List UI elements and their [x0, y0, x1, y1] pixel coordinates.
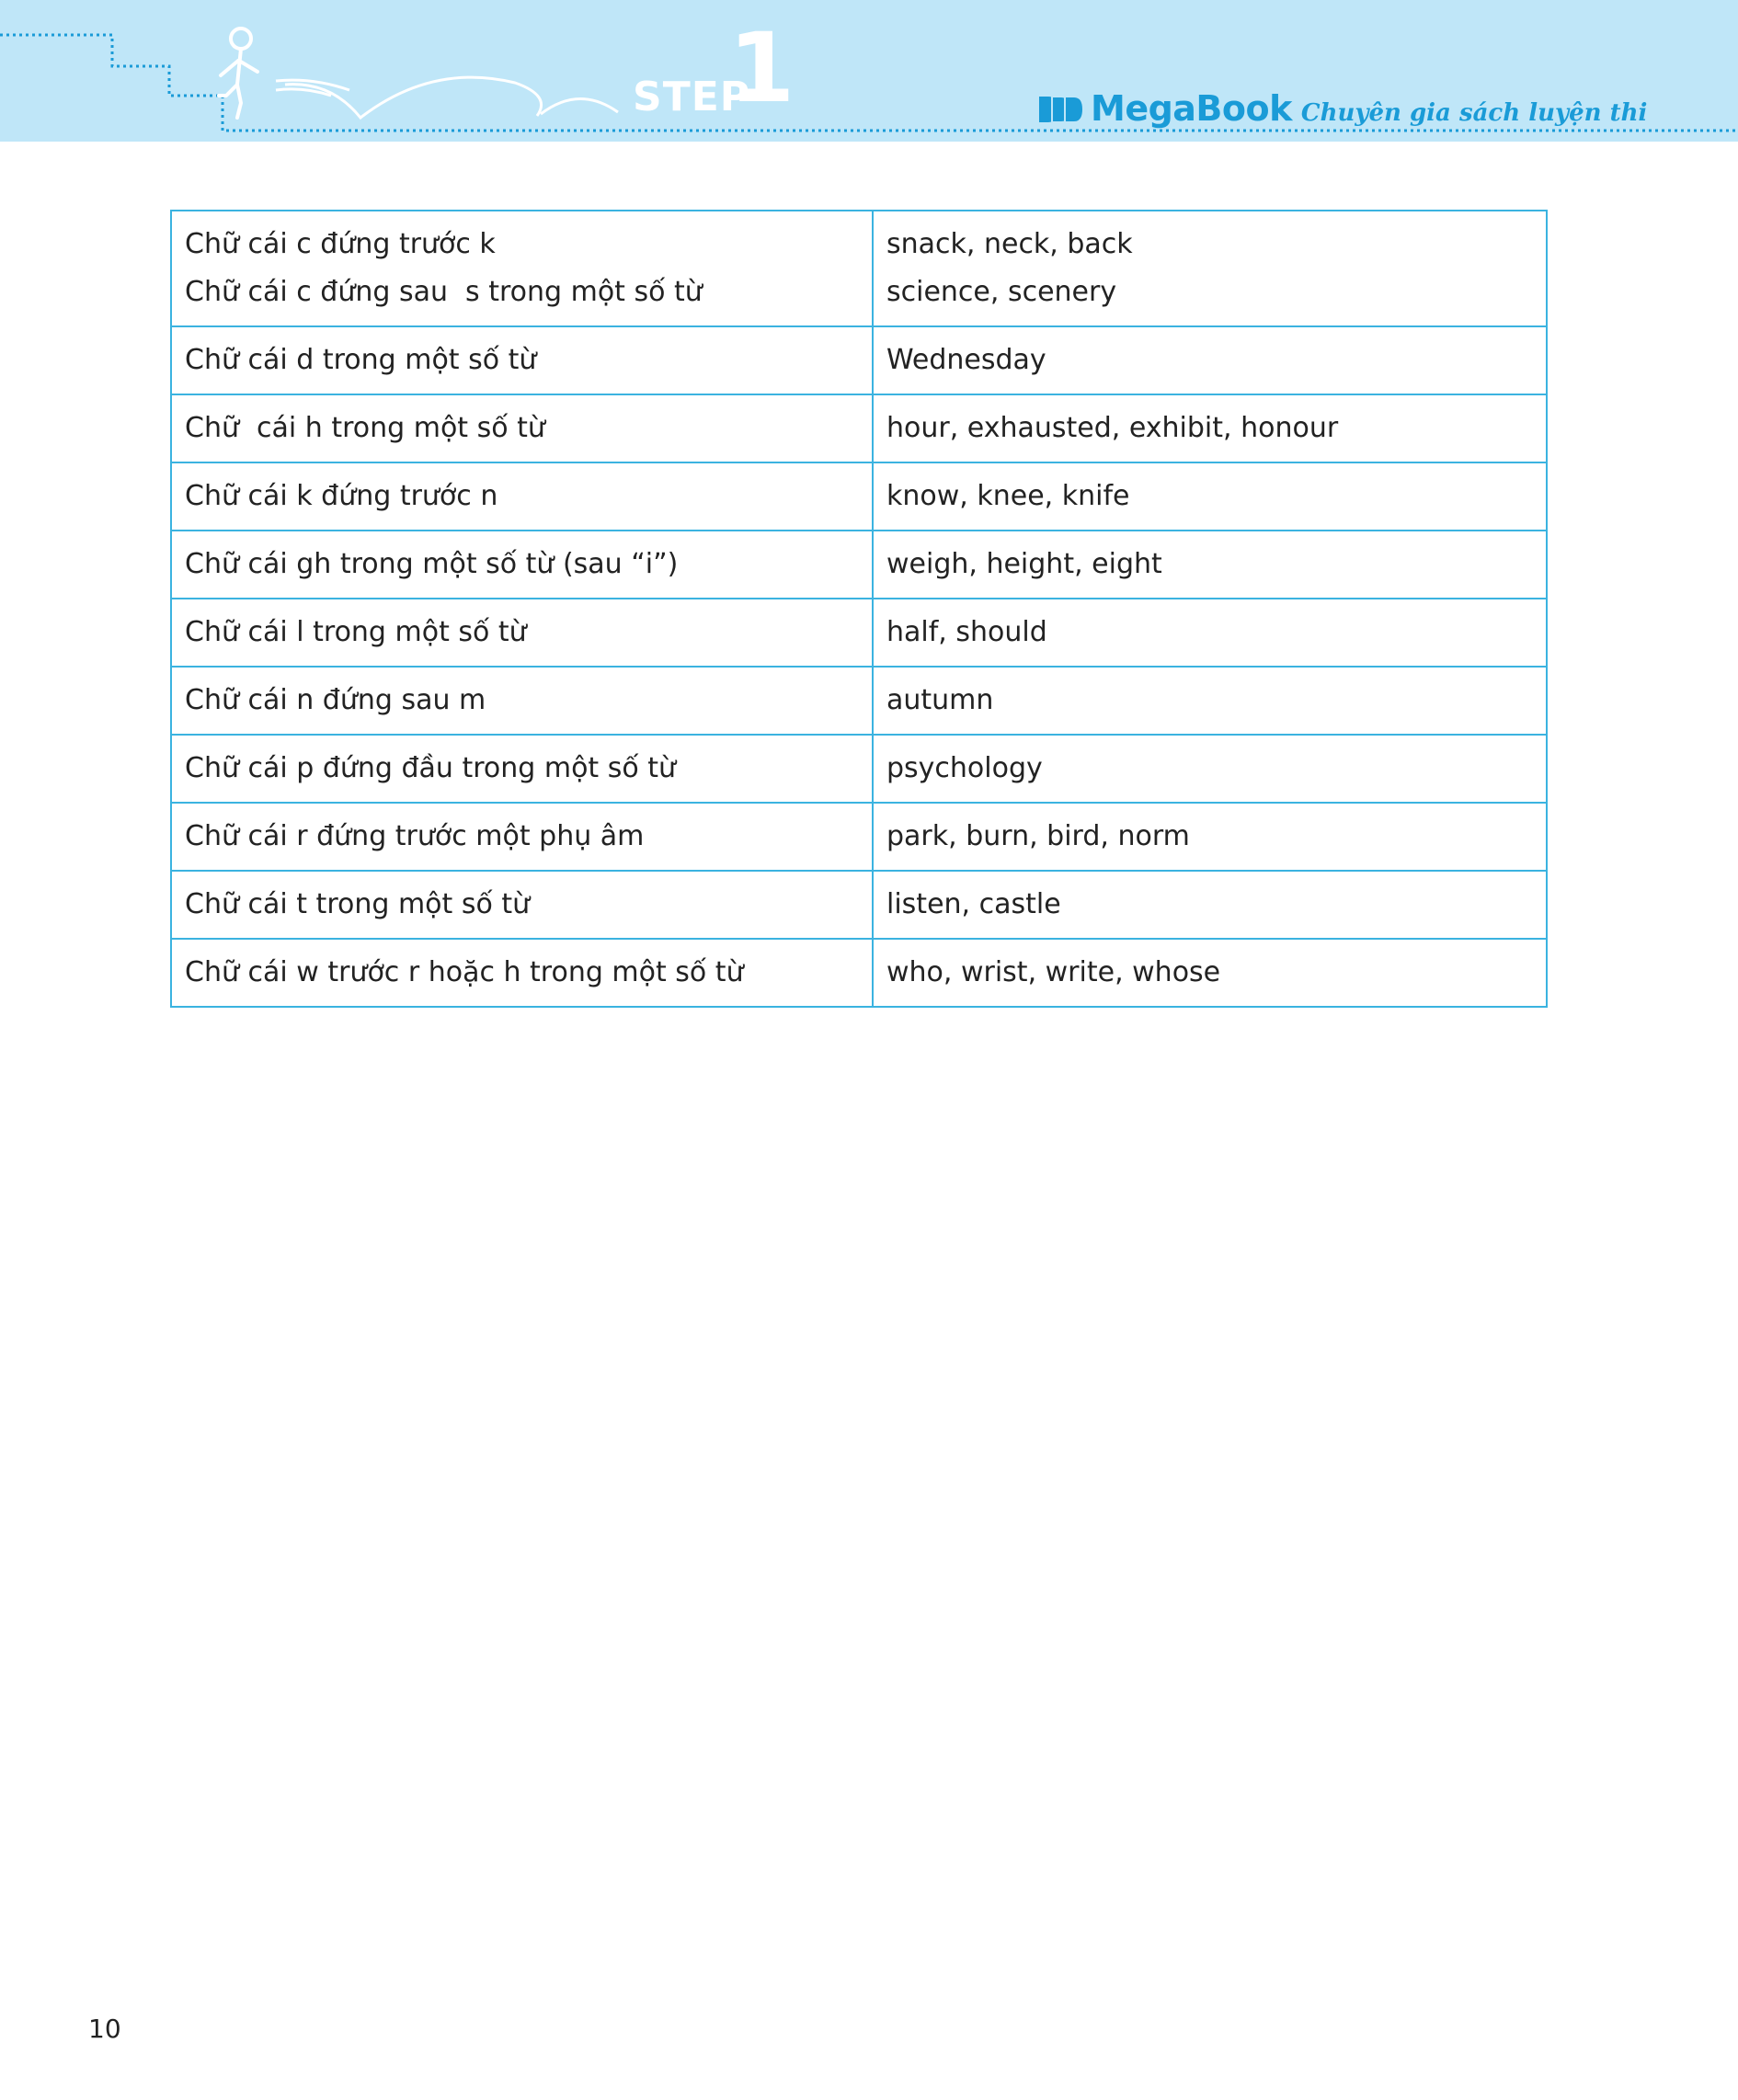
rule-text: Chữ cái p đứng đầu trong một số từ	[185, 752, 677, 784]
example-words: autumn	[886, 684, 994, 716]
table-row	[171, 211, 1547, 326]
rule-text: Chữ cái w trước r hoặc h trong một số từ	[185, 956, 744, 988]
table-row	[171, 667, 1547, 735]
example-words: half, should	[886, 616, 1047, 648]
table-row	[171, 462, 1547, 531]
step-number: 1	[728, 12, 795, 124]
rule-text: Chữ cái t trong một số từ	[185, 888, 531, 920]
examples-cell	[873, 211, 1547, 326]
example-words: know, knee, knife	[886, 480, 1130, 512]
example-words: science, scenery	[886, 276, 1117, 308]
rule-cell	[171, 531, 873, 599]
example-words: weigh, height, eight	[886, 548, 1162, 580]
rule-cell	[171, 803, 873, 871]
step-label: STEP	[633, 74, 751, 120]
example-words: who, wrist, write, whose	[886, 956, 1221, 988]
rule-text: Chữ cái n đứng sau m	[185, 684, 486, 716]
brand	[1037, 88, 1647, 134]
rule-cell	[171, 735, 873, 803]
megabook-logo-icon	[1037, 95, 1085, 124]
examples-cell	[873, 735, 1547, 803]
rule-cell	[171, 939, 873, 1007]
example-words: park, burn, bird, norm	[886, 820, 1190, 852]
rule-cell	[171, 871, 873, 939]
example-words: hour, exhausted, exhibit, honour	[886, 412, 1339, 444]
page-header	[0, 0, 1738, 142]
rule-text: Chữ cái d trong một số từ	[185, 344, 537, 376]
examples-cell	[873, 803, 1547, 871]
examples-cell	[873, 939, 1547, 1007]
table-row	[171, 531, 1547, 599]
rule-text: Chữ cái r đứng trước một phụ âm	[185, 820, 645, 852]
table-row	[171, 735, 1547, 803]
brand-tagline: Chuyên gia sách luyện thi	[1300, 99, 1648, 127]
page-number: 10	[88, 2014, 121, 2044]
motion-arcs-decoration	[276, 77, 618, 118]
stick-figure-icon	[219, 29, 257, 118]
rule-text: Chữ cái c đứng sau s trong một số từ	[185, 276, 703, 308]
examples-cell	[873, 462, 1547, 531]
rule-text: Chữ cái l trong một số từ	[185, 616, 527, 648]
example-words: Wednesday	[886, 344, 1046, 376]
brand-name: MegaBook	[1091, 88, 1292, 129]
rule-text: Chữ cái c đứng trước k	[185, 228, 496, 260]
rule-cell	[171, 462, 873, 531]
examples-cell	[873, 394, 1547, 462]
rule-cell	[171, 211, 873, 326]
example-words: listen, castle	[886, 888, 1061, 920]
table-row	[171, 803, 1547, 871]
example-words: snack, neck, back	[886, 228, 1133, 260]
examples-cell	[873, 667, 1547, 735]
rule-text: Chữ cái k đứng trước n	[185, 480, 498, 512]
rule-cell	[171, 326, 873, 394]
table-row	[171, 599, 1547, 667]
rule-cell	[171, 667, 873, 735]
examples-cell	[873, 326, 1547, 394]
table-row	[171, 326, 1547, 394]
examples-cell	[873, 871, 1547, 939]
table-row	[171, 939, 1547, 1007]
table-row	[171, 871, 1547, 939]
example-words: psychology	[886, 752, 1043, 784]
examples-cell	[873, 531, 1547, 599]
examples-cell	[873, 599, 1547, 667]
rule-cell	[171, 599, 873, 667]
table-body	[171, 211, 1547, 1007]
rule-text: Chữ cái gh trong một số từ (sau “i”)	[185, 548, 679, 580]
rule-text: Chữ cái h trong một số từ	[185, 412, 545, 444]
silent-letters-table	[170, 210, 1548, 1008]
table-row	[171, 394, 1547, 462]
rule-cell	[171, 394, 873, 462]
